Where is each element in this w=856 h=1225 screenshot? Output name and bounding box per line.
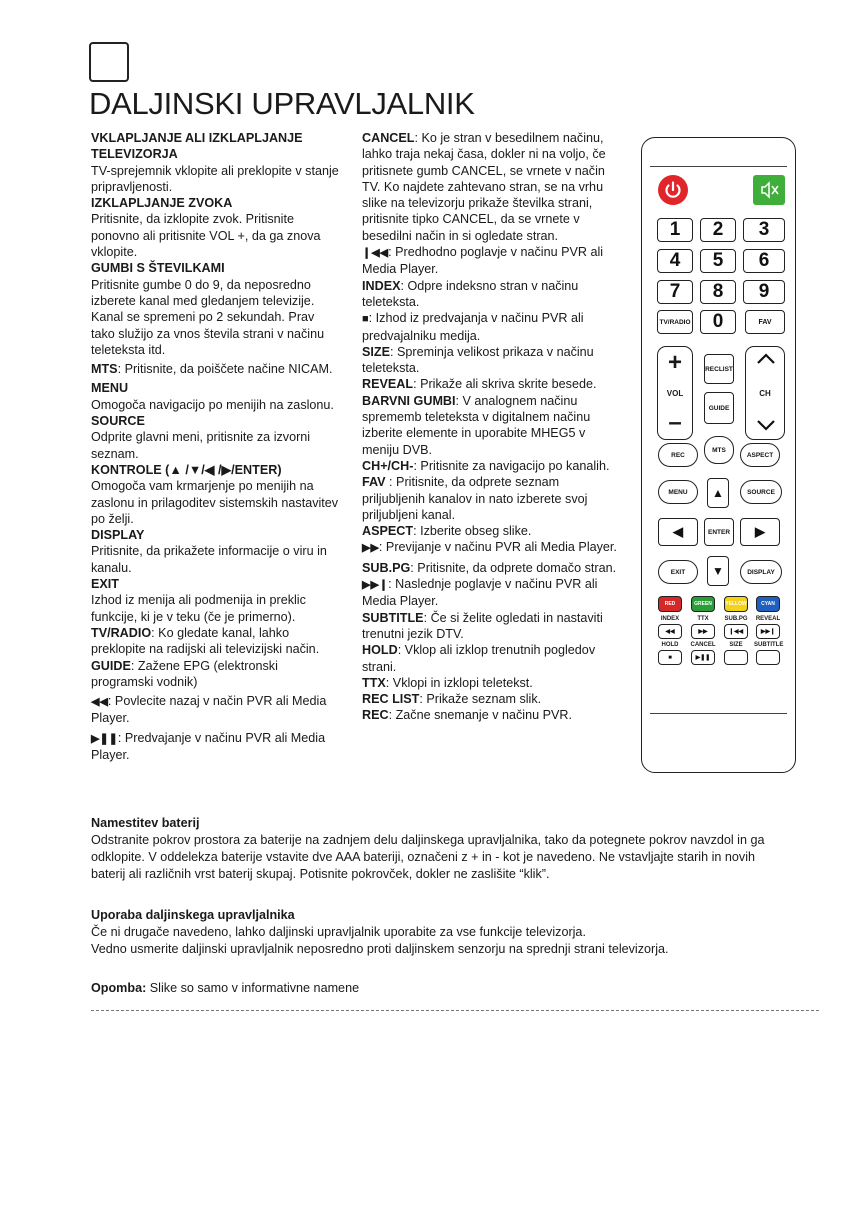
digit-button-7[interactable]: 7: [657, 280, 693, 304]
next-text: : Naslednje poglavje v načinu PVR ali Media Player.: [362, 577, 598, 609]
reveal-heading: REVEAL: [362, 377, 414, 392]
subtitle-heading: SUBTITLE: [362, 610, 424, 625]
subpg-text: : Pritisnite, da odprete domačo stran.: [410, 560, 617, 575]
rec-entry: [362, 707, 617, 723]
tvradio-heading: TV/RADIO: [91, 625, 152, 640]
note-section: [91, 980, 771, 997]
note-label: Opomba:: [91, 981, 147, 995]
rec-text: : Začne snemanje v načinu PVR.: [388, 708, 572, 723]
color-text: : V analognem načinu sprememb teleteksta v digitalnem načinu izberite elemente in uporabite MHEG5 v meniju DVB.: [362, 393, 591, 457]
color-button-red[interactable]: RED: [658, 596, 682, 612]
display-text: Pritisnite, da prikažete informacije o viru in kanalu.: [91, 544, 327, 575]
rec-heading: REC: [362, 708, 389, 723]
power-button[interactable]: [658, 175, 688, 205]
play-text: : Predvajanje v načinu PVR ali Media Player.: [91, 730, 326, 762]
channel-label: CH: [759, 389, 771, 398]
ch-heading: CH+/CH-: [362, 458, 414, 473]
tvradio-text: : Ko gledate kanal, lahko preklopite na radijski ali televizijski način.: [91, 625, 320, 657]
digit-button-4[interactable]: 4: [657, 249, 693, 273]
controls-text: Omogoča vam krmarjenje po menijih na zaslonu in prilagoditev sistemskih nastavitev po želji.: [91, 479, 339, 526]
note-line: [91, 980, 771, 997]
label-subpg: SUB.PG: [724, 616, 748, 622]
subtitle-blank-button[interactable]: [756, 650, 780, 665]
controls-heading: KONTROLE (▲ /▼/◀ /▶/ENTER): [91, 462, 282, 477]
fast-forward-icon: ▶▶: [362, 542, 379, 555]
enter-button[interactable]: ENTER: [704, 518, 734, 546]
power-heading: VKLAPLJANJE ALI IZKLAPLJANJE TELEVIZORJA: [91, 131, 303, 162]
page-title: DALJINSKI UPRAVLJALNIK: [89, 86, 475, 121]
ff-text: : Previjanje v načinu PVR ali Media Player.: [378, 540, 617, 555]
index-heading: INDEX: [362, 278, 401, 293]
stop-text: : Izhod iz predvajanja v načinu PVR ali predvajalniku medija.: [362, 311, 584, 343]
usage-section: [91, 907, 771, 958]
index-entry: [362, 278, 617, 311]
reclist-button[interactable]: RECLIST: [704, 354, 734, 384]
battery-section: [91, 815, 771, 883]
prev-entry: [362, 244, 617, 278]
color-button-yellow[interactable]: YELLOW: [724, 596, 748, 612]
volume-rocker[interactable]: [657, 346, 693, 440]
volume-up-icon[interactable]: +: [667, 349, 682, 376]
aspect-heading: ASPECT: [362, 524, 414, 539]
usage-line-2: Vedno usmerite daljinski upravljalnik neposredno proti daljinskem senzorju na sprednji strani televizorja.: [91, 942, 669, 956]
left-arrow-button[interactable]: ◀: [658, 518, 698, 546]
source-text: Odprite glavni meni, pritisnite za izvorni seznam.: [91, 430, 311, 461]
subtitle-text: : Če si želite ogledati in nastaviti trenutni jezik DTV.: [362, 610, 603, 641]
cancel-text: : Ko je stran v besedilnem načinu, lahko traja nekaj časa, dokler ni na voljo, če pritisnete gumb CANCEL, se vrnete v način TV. Ko najdete zahtevano stran, se na vrhu slike na televizorju prikaže številka strani, pritisnite tipko CANCEL, da se vrnete v besedilni način in si ogledate stran.: [362, 131, 606, 243]
label-reveal: REVEAL: [755, 616, 781, 622]
ff-entry: [362, 539, 617, 556]
source-button[interactable]: SOURCE: [740, 480, 782, 504]
cancel-entry: [362, 130, 617, 244]
power-icon: [658, 175, 688, 205]
previous-chapter-icon: ❙◀◀: [362, 247, 389, 260]
previous-button[interactable]: ❙◀◀: [724, 624, 748, 639]
volume-down-icon[interactable]: –: [668, 409, 682, 436]
battery-text: Odstranite pokrov prostora za baterije na zadnjem delu daljinskega upravljalnika, tako da potegnete pokrov navzdol in ga odklopite. V oddelekza baterije vstavite dve AAA bateriji, označeni z + in - kot je navedeno. Ne vstavljajte starih in novih baterij ali različnih vrst baterij skupaj. Potisnite pokrovček, dokler ne zaslišite “klik”.: [91, 833, 765, 881]
cancel-heading: CANCEL: [362, 131, 415, 145]
fav-text: : Pritisnite, da odprete seznam priljubljenih kanalov in nato izberete svoj priljubljeni kanal.: [362, 475, 588, 522]
rewind-entry: [91, 693, 341, 727]
label-cancel: CANCEL: [690, 642, 716, 648]
reveal-text: : Prikaže ali skriva skrite besede.: [413, 377, 597, 392]
exit-heading: EXIT: [91, 577, 119, 592]
page-number-box: [89, 42, 129, 82]
aspect-entry: [362, 523, 617, 539]
source-heading: SOURCE: [91, 414, 145, 429]
next-button[interactable]: ▶▶❙: [756, 624, 780, 639]
subpg-heading: SUB.PG: [362, 560, 411, 575]
channel-rocker[interactable]: [745, 346, 785, 440]
digit-button-0[interactable]: 0: [700, 310, 736, 334]
ch-entry: [362, 458, 617, 474]
play-pause-button[interactable]: ▶❚❚: [691, 650, 715, 665]
number-text: Pritisnite gumbe 0 do 9, da neposredno izberete kanal med gledanjem televizije. Kanal se spremeni po 2 sekundah. Prav tako služijo za vnos števila strani v načinu teleteksta itd.: [91, 277, 325, 357]
hold-heading: HOLD: [362, 643, 398, 658]
subtitle-entry: [362, 610, 617, 643]
next-chapter-icon: ▶▶❙: [362, 579, 389, 592]
reclist-text: : Prikaže seznam slik.: [419, 692, 542, 707]
remote-top-line: [650, 166, 787, 167]
mute-button[interactable]: [753, 175, 785, 205]
digit-button-6[interactable]: 6: [743, 249, 785, 273]
mute-icon: [753, 175, 785, 205]
menu-text: Omogoča navigacijo po menijih na zaslonu.: [91, 397, 334, 412]
guide-heading: GUIDE: [91, 658, 131, 673]
dashed-divider: [91, 1010, 819, 1011]
guide-text: : Zažene EPG (elektronski programski vodnik): [91, 658, 278, 689]
prev-text: : Predhodno poglavje v načinu PVR ali Media Player.: [362, 245, 604, 277]
reclist-heading: REC LIST: [362, 692, 420, 707]
size-blank-button[interactable]: [724, 650, 748, 665]
reveal-entry: [362, 376, 617, 392]
down-arrow-button[interactable]: ▼: [707, 556, 729, 586]
size-text: : Spreminja velikost prikaza v načinu teleteksta.: [362, 344, 594, 376]
column-left: [91, 130, 341, 763]
usage-heading: Uporaba daljinskega upravljalnika: [91, 908, 295, 922]
display-heading: DISPLAY: [91, 528, 145, 543]
mts-heading: MTS: [91, 362, 118, 377]
next-entry: [362, 576, 617, 610]
label-subtitle: SUBTITLE: [754, 642, 784, 648]
rewind-text: : Povlecite nazaj v način PVR ali Media Player.: [91, 694, 327, 726]
fav-entry: [362, 474, 617, 523]
display-button[interactable]: DISPLAY: [740, 560, 782, 584]
stop-button[interactable]: ■: [658, 650, 682, 665]
play-pause-icon: ▶❚❚: [91, 732, 118, 745]
index-text: : Odpre indeksno stran v načinu teleteksta.: [362, 278, 579, 309]
stop-entry: [362, 310, 617, 344]
exit-text: Izhod iz menija ali podmenija in preklic funkcije, ki je v teku (če je primerno).: [91, 593, 306, 624]
aspect-text: : Izberite obseg slike.: [413, 524, 532, 539]
fast-forward-button[interactable]: ▶▶: [691, 624, 715, 639]
rewind-icon: ◀◀: [91, 696, 108, 709]
color-button-cyan[interactable]: CYAN: [756, 596, 780, 612]
rec-button[interactable]: REC: [658, 443, 698, 467]
hold-entry: [362, 642, 617, 675]
tvradio-entry: [91, 625, 341, 658]
reclist-entry: [362, 691, 617, 707]
menu-heading: MENU: [91, 381, 129, 396]
guide-button[interactable]: GUIDE: [704, 392, 734, 424]
play-entry: [91, 730, 341, 764]
channel-down-icon[interactable]: [756, 419, 776, 431]
ttx-heading: TTX: [362, 675, 386, 690]
fav-button[interactable]: FAV: [745, 310, 785, 334]
tvradio-button[interactable]: TV/RADIO: [657, 310, 693, 334]
guide-entry: [91, 658, 341, 691]
exit-button[interactable]: EXIT: [658, 560, 698, 584]
rewind-button[interactable]: ◀◀: [658, 624, 682, 639]
ch-text: : Pritisnite za navigacijo po kanalih.: [413, 458, 610, 473]
mts-entry: [91, 361, 341, 377]
volume-label: VOL: [666, 389, 684, 398]
mute-heading: IZKLAPLJANJE ZVOKA: [91, 196, 233, 211]
menu-button[interactable]: MENU: [658, 480, 698, 504]
ttx-entry: [362, 675, 617, 691]
digit-button-9[interactable]: 9: [743, 280, 785, 304]
digit-button-3[interactable]: 3: [743, 218, 785, 242]
right-arrow-button[interactable]: ▶: [740, 518, 780, 546]
channel-up-icon[interactable]: [756, 353, 776, 365]
number-heading: GUMBI S ŠTEVILKAMI: [91, 261, 225, 276]
digit-button-5[interactable]: 5: [700, 249, 736, 273]
label-index: INDEX: [660, 616, 680, 622]
digit-button-1[interactable]: 1: [657, 218, 693, 242]
stop-icon: ■: [362, 313, 369, 326]
digit-button-2[interactable]: 2: [700, 218, 736, 242]
remote-illustration: [641, 137, 796, 773]
mts-button[interactable]: MTS: [704, 436, 734, 464]
color-button-green[interactable]: GREEN: [691, 596, 715, 612]
aspect-button[interactable]: ASPECT: [740, 443, 780, 467]
label-size: SIZE: [729, 642, 743, 648]
battery-heading: Namestitev baterij: [91, 816, 200, 830]
label-ttx: TTX: [697, 616, 709, 622]
size-heading: SIZE: [362, 344, 390, 359]
digit-button-8[interactable]: 8: [700, 280, 736, 304]
column-middle: [362, 130, 617, 724]
mts-text: : Pritisnite, da poiščete načine NICAM.: [117, 362, 333, 377]
label-hold: HOLD: [661, 642, 679, 648]
power-text: TV-sprejemnik vklopite ali preklopite v stanje pripravljenosti.: [91, 163, 339, 194]
size-entry: [362, 344, 617, 377]
remote-bottom-line: [650, 713, 787, 714]
hold-text: : Vklop ali izklop trenutnih pogledov strani.: [362, 643, 596, 674]
usage-line-1: Če ni drugače navedeno, lahko daljinski upravljalnik uporabite za vse funkcije televizorja.: [91, 925, 586, 939]
color-heading: BARVNI GUMBI: [362, 393, 456, 408]
ttx-text: : Vklopi in izklopi teletekst.: [385, 675, 533, 690]
fav-heading: FAV: [362, 475, 386, 490]
subpg-entry: [362, 560, 617, 576]
mute-text: Pritisnite, da izklopite zvok. Pritisnite ponovno ali pritisnite VOL +, da ga znova vklopite.: [91, 212, 321, 260]
note-text: Slike so samo v informativne namene: [146, 981, 360, 995]
up-arrow-button[interactable]: ▲: [707, 478, 729, 508]
color-entry: [362, 393, 617, 458]
